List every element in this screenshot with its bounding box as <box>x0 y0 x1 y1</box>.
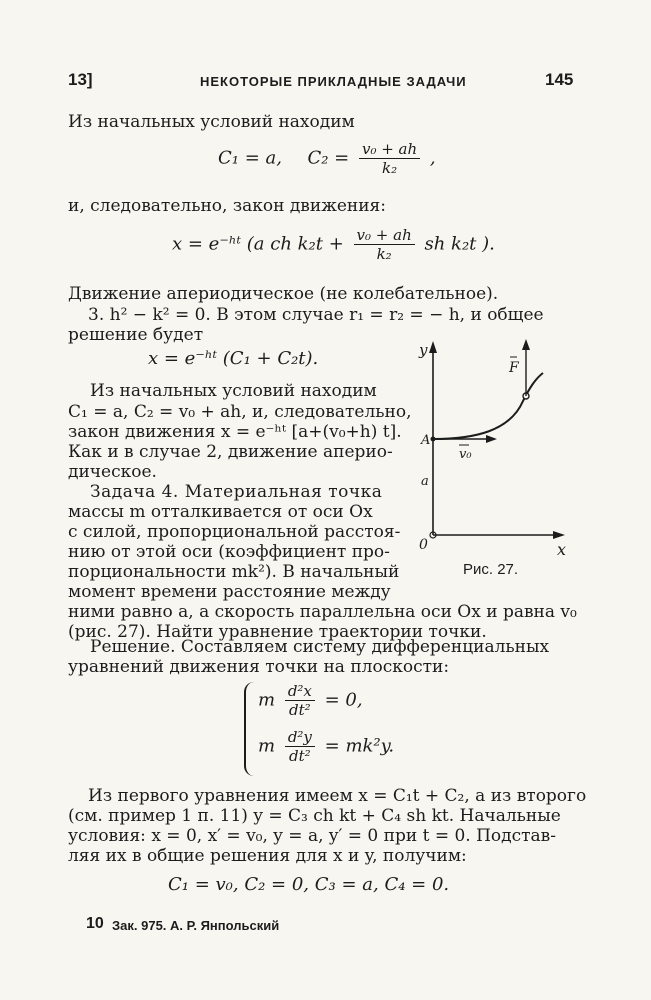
label-origin: 0 <box>419 537 428 553</box>
running-title: НЕКОТОРЫЕ ПРИКЛАДНЫЕ ЗАДАЧИ <box>200 74 467 89</box>
paragraph-text: и, следовательно, закон движения: <box>68 196 387 216</box>
paragraph-text: Из начальных условий находим <box>90 381 377 401</box>
paragraph-text: уравнений движения точки на плоскости: <box>68 657 450 677</box>
system-eq-1 <box>258 682 363 719</box>
force-arrow-icon <box>522 339 530 350</box>
section-number: 13] <box>68 70 93 89</box>
sys1-rhs: = 0, <box>324 689 363 711</box>
paragraph-text: ляя их в общие решения для x и y, получим: <box>68 846 467 866</box>
label-v0: v₀ <box>459 447 472 462</box>
eq-c2-lhs: C₂ = <box>307 147 350 169</box>
paragraph-text: момент времени расстояние между <box>68 582 391 602</box>
equation-general-solution: x = e⁻ʰᵗ (C₁ + C₂t). <box>148 348 319 369</box>
sys2-fraction <box>285 728 315 765</box>
paragraph-text: решение будет <box>68 325 204 345</box>
eq-c2-fraction <box>359 140 420 177</box>
paragraph-text: порциональности mk²). В начальный <box>68 562 400 582</box>
eq-c2-numerator: v₀ + ah <box>359 140 420 159</box>
paragraph-text: (рис. 27). Найти уравнение траектории точки. <box>68 622 487 642</box>
label-a-lower: a <box>421 474 429 489</box>
paragraph-text: (см. пример 1 п. 11) y = C₃ ch kt + C₄ sh kt. Начальные <box>68 806 561 826</box>
footer-number: 10 <box>86 915 104 932</box>
paragraph-text: массы m отталкивается от оси Ox <box>68 502 373 522</box>
figure-caption: Рис. 27. <box>463 561 519 578</box>
y-axis-arrow-icon <box>429 341 437 353</box>
paragraph-text: дическое. <box>68 462 157 482</box>
velocity-arrow-icon <box>486 435 497 443</box>
paragraph-text: Как и в случае 2, движение аперио- <box>68 442 393 462</box>
paragraph-text: условия: x = 0, x′ = v₀, y = a, y′ = 0 при t = 0. Подстав- <box>68 826 556 846</box>
paragraph-text: Задача 4. Материальная точка <box>90 482 383 502</box>
paragraph-text: нию от этой оси (коэффициент про- <box>68 542 390 562</box>
paragraph-text: Движение апериодическое (не колебательное). <box>68 284 499 304</box>
figure-27 <box>405 335 585 585</box>
eq-law-fraction <box>354 226 415 263</box>
paragraph-text: Решение. Составляем систему дифференциальных <box>90 637 550 657</box>
sys1-numerator: d²x <box>285 682 315 701</box>
page-number: 145 <box>545 70 574 89</box>
footer-imprint: Зак. 975. А. Р. Янпольский <box>112 918 280 933</box>
sys2-mass: m <box>258 735 276 757</box>
label-f: F <box>509 360 519 376</box>
sys2-numerator: d²y <box>285 728 315 747</box>
paragraph-text: C₁ = a, C₂ = v₀ + ah, и, следовательно, <box>68 402 412 422</box>
eq-law-lhs: x = e⁻ʰᵗ (a ch k₂t + <box>172 233 344 255</box>
system-brace <box>244 682 254 776</box>
eq-law-numerator: v₀ + ah <box>354 226 415 245</box>
paragraph-text: с силой, пропорциональной расстоя- <box>68 522 401 542</box>
paragraph-text: ними равно a, а скорость параллельна оси Ox и равна v₀ <box>68 602 577 622</box>
label-y: y <box>419 341 428 359</box>
paragraph-text: Из начальных условий находим <box>68 112 355 132</box>
eq-law-denominator: k₂ <box>376 245 392 263</box>
paragraph-text: Из первого уравнения имеем x = C₁t + C₂, а из второго <box>88 786 587 806</box>
eq-c2-comma: , <box>429 147 436 169</box>
sys1-fraction <box>285 682 315 719</box>
eq-c1: C₁ = a, <box>218 147 282 169</box>
x-axis-arrow-icon <box>553 531 565 539</box>
sys2-denominator: dt² <box>289 747 311 765</box>
equation-constants: C₁ = v₀, C₂ = 0, C₃ = a, C₄ = 0. <box>168 874 450 895</box>
system-eq-2 <box>258 728 394 765</box>
paragraph-text: закон движения x = e⁻ʰᵗ [a+(v₀+h) t]. <box>68 422 402 442</box>
label-x: x <box>557 540 567 559</box>
eq-law-rhs: sh k₂t ). <box>424 233 495 255</box>
equation-c1-c2 <box>218 140 436 177</box>
equation-law-of-motion <box>172 226 495 263</box>
sys1-mass: m <box>258 689 276 711</box>
eq-c2-denominator: k₂ <box>382 159 398 177</box>
figure-27-diagram <box>405 335 585 585</box>
label-a-upper: A <box>421 433 431 448</box>
sys2-rhs: = mk²y. <box>324 735 395 757</box>
sys1-denominator: dt² <box>289 701 311 719</box>
paragraph-text: 3. h² − k² = 0. В этом случае r₁ = r₂ = − h, и общее <box>88 305 544 325</box>
